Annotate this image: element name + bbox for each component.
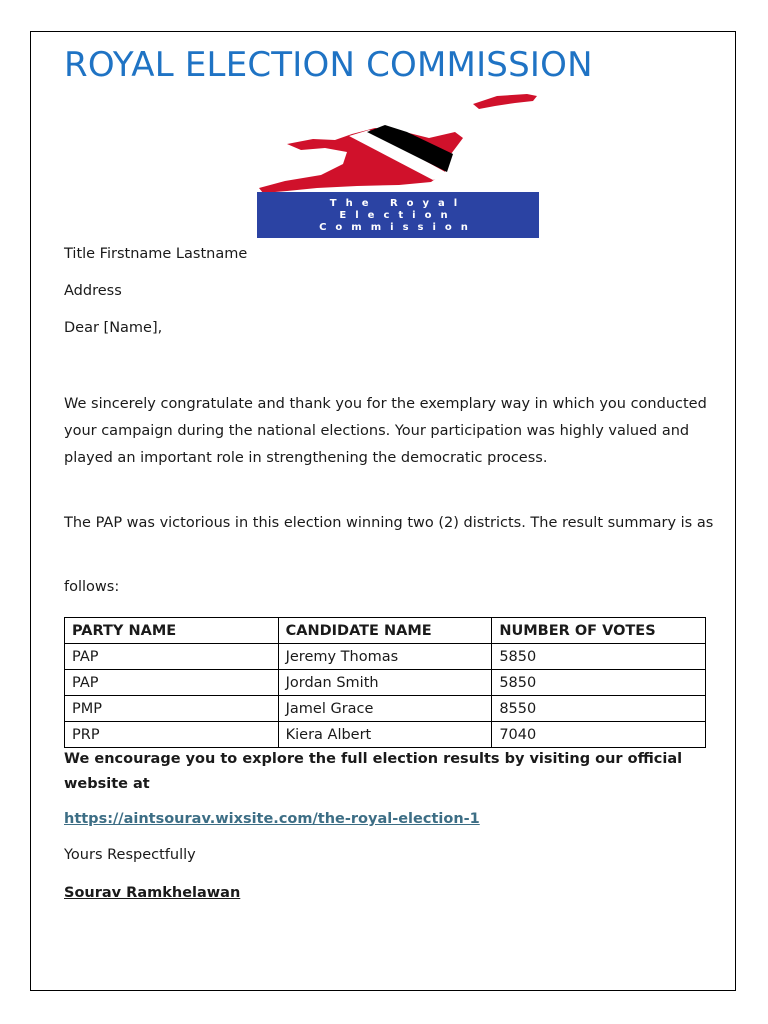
table-row <box>65 722 706 748</box>
cell-party: PRP <box>65 722 279 748</box>
results-table <box>64 617 706 748</box>
cell-candidate: Kiera Albert <box>278 722 492 748</box>
commission-logo <box>257 92 539 238</box>
paragraph-congratulations: We sincerely congratulate and thank you for the exemplary way in which you conducted your campaign during the national elections. Your participation was highly valued and played an important role in strengthening the democratic process. <box>64 396 707 466</box>
logo-line-2: Election <box>339 210 457 221</box>
header-number-of-votes: NUMBER OF VOTES <box>492 618 706 644</box>
table-row <box>65 644 706 670</box>
paragraph-encourage: We encourage you to explore the full election results by visiting our official website at <box>64 751 683 792</box>
cell-votes: 5850 <box>492 644 706 670</box>
cell-party: PAP <box>65 670 279 696</box>
paragraph-results-intro: The PAP was victorious in this election winning two (2) districts. The result summary is as <box>64 515 714 531</box>
salutation: Dear [Name], <box>64 320 163 336</box>
cell-candidate: Jordan Smith <box>278 670 492 696</box>
table-row <box>65 696 706 722</box>
results-link-line <box>64 806 480 833</box>
logo-line-3: Commission <box>319 222 477 233</box>
cell-candidate: Jeremy Thomas <box>278 644 492 670</box>
recipient-name: Title Firstname Lastname <box>64 246 248 262</box>
letter-page <box>30 31 736 991</box>
tobago-island-shape <box>473 94 537 109</box>
header-party-name: PARTY NAME <box>65 618 279 644</box>
cell-party: PMP <box>65 696 279 722</box>
results-website-link[interactable]: https://aintsourav.wixsite.com/the-royal-election-1 <box>64 811 480 827</box>
logo-line-1: The Royal <box>329 198 467 209</box>
recipient-address: Address <box>64 283 122 299</box>
page-title: ROYAL ELECTION COMMISSION <box>64 45 593 85</box>
signature: Sourav Ramkhelawan <box>64 885 241 901</box>
table-row <box>65 670 706 696</box>
header-candidate-name: CANDIDATE NAME <box>278 618 492 644</box>
cell-votes: 8550 <box>492 696 706 722</box>
cell-votes: 7040 <box>492 722 706 748</box>
cell-votes: 5850 <box>492 670 706 696</box>
cell-party: PAP <box>65 644 279 670</box>
paragraph-follows: follows: <box>64 579 120 595</box>
closing: Yours Respectfully <box>64 847 196 863</box>
cell-candidate: Jamel Grace <box>278 696 492 722</box>
table-header-row <box>65 618 706 644</box>
